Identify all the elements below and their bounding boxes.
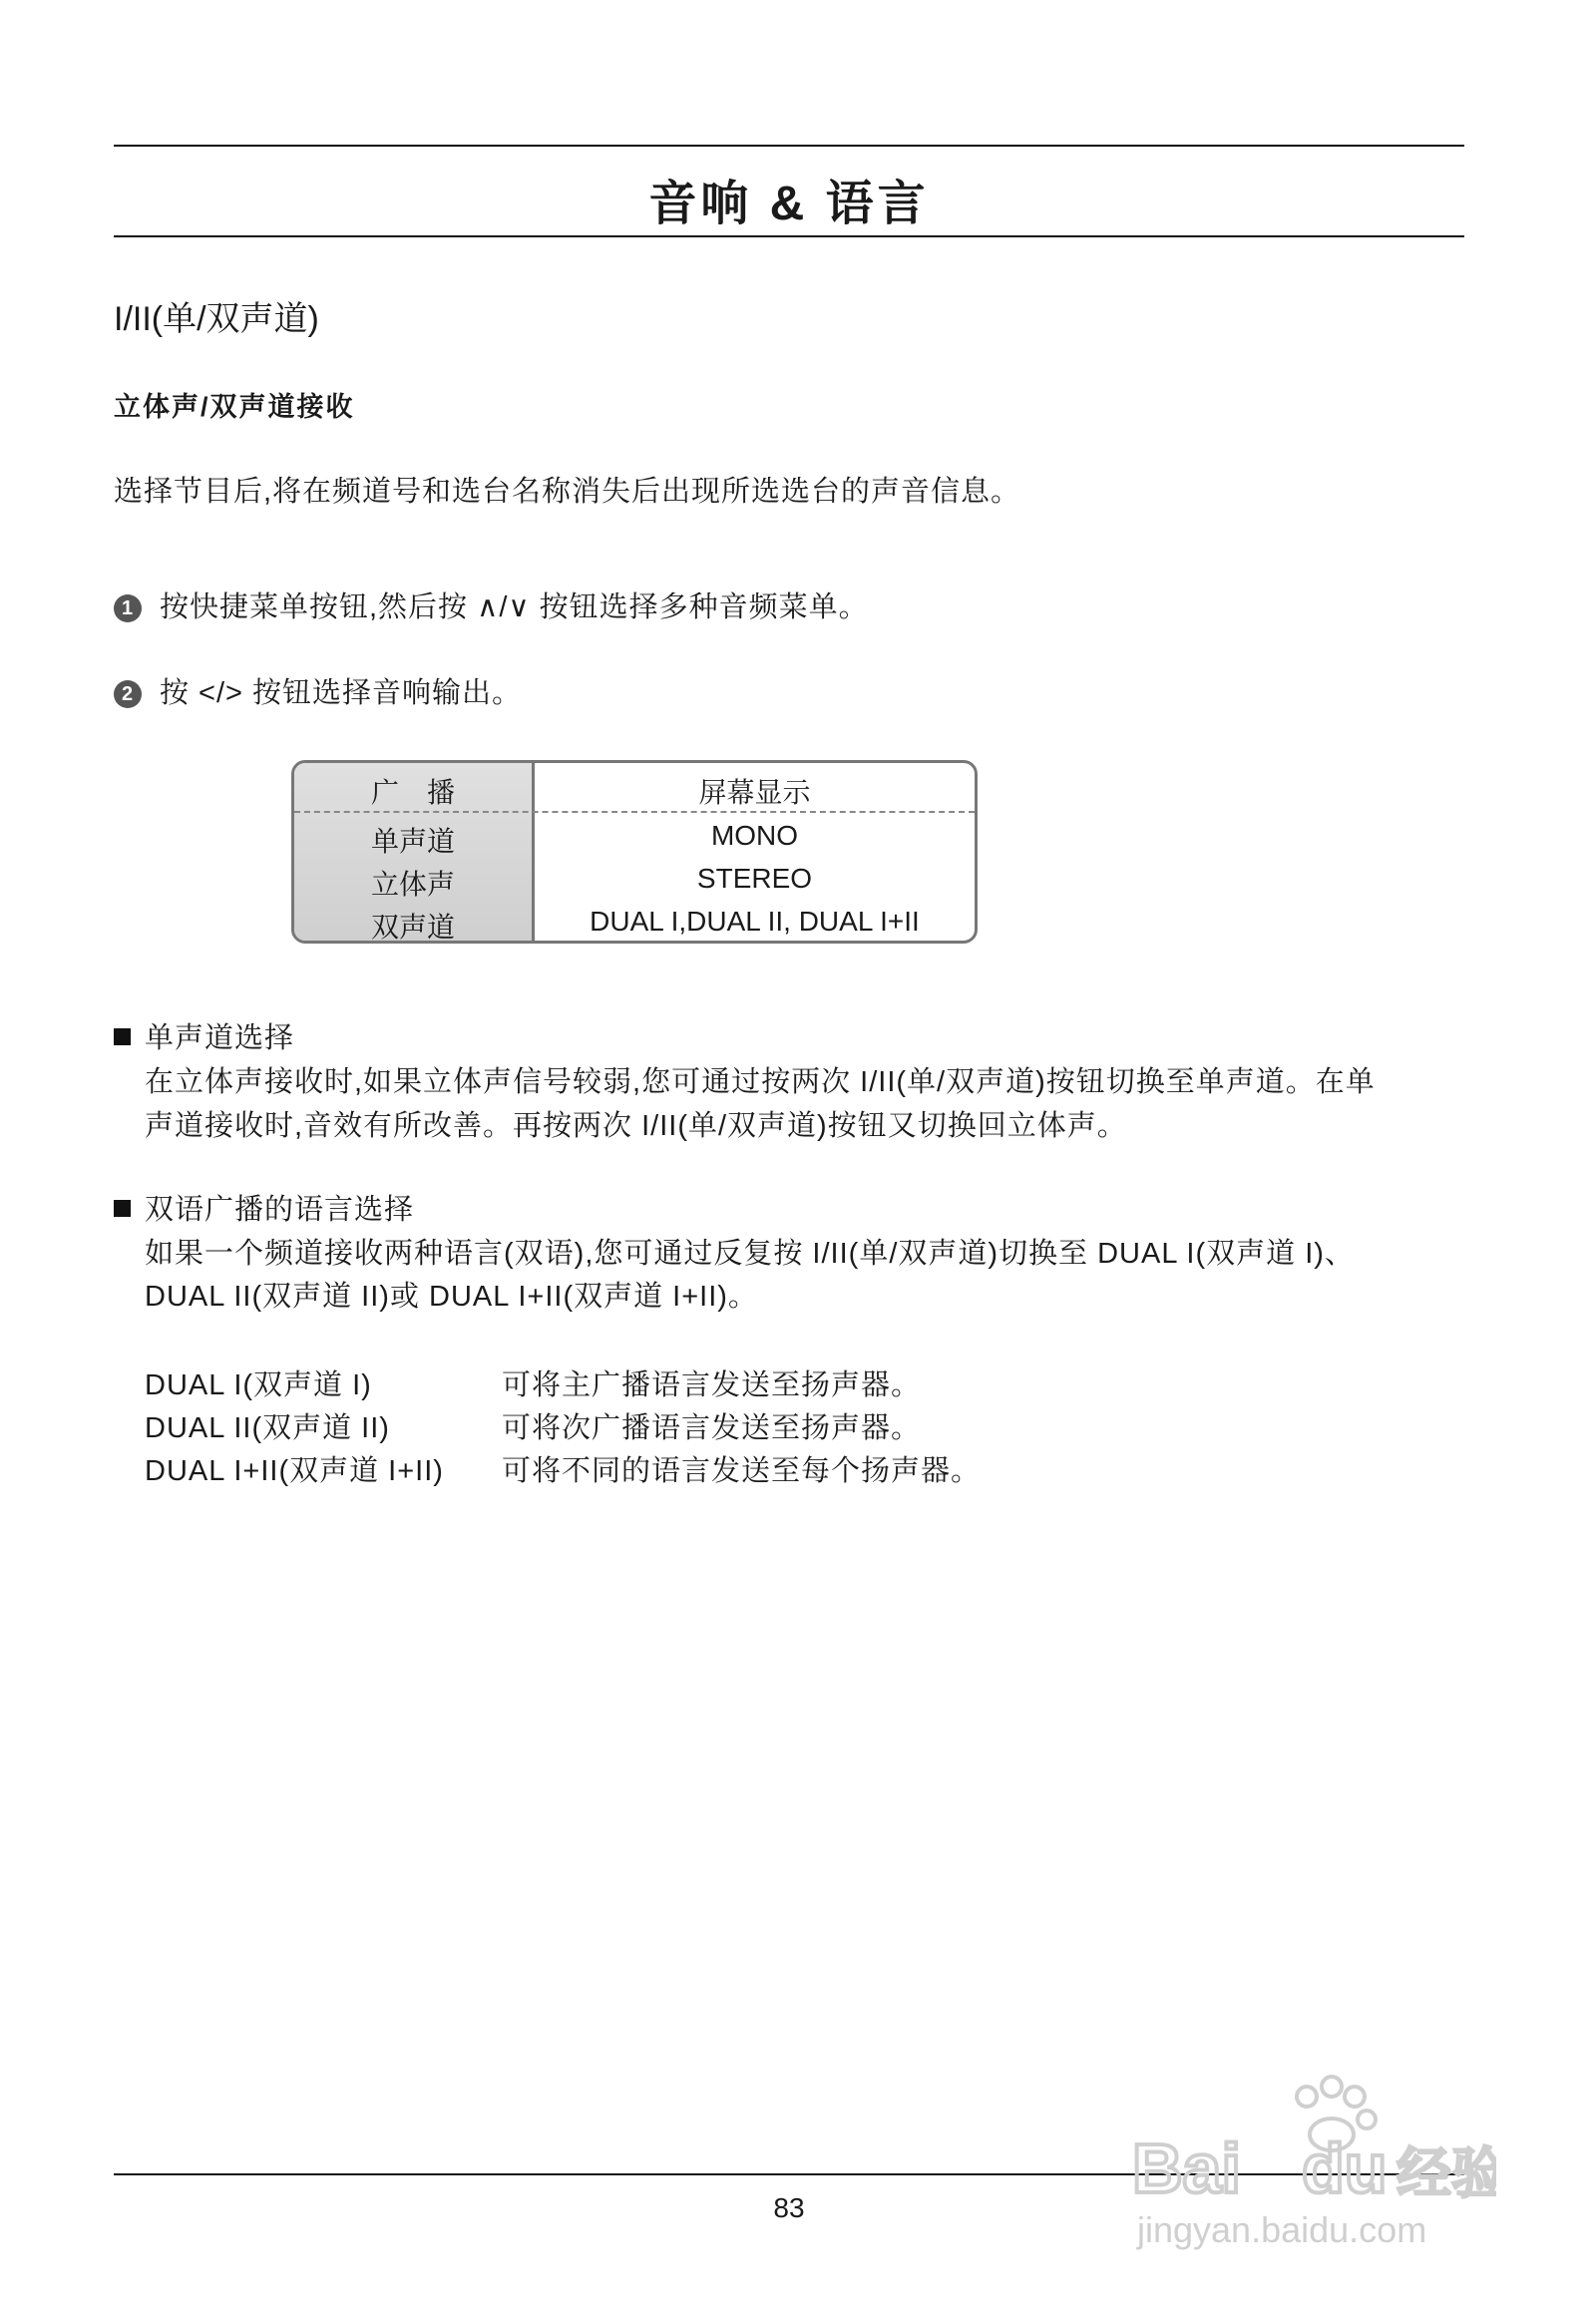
step-text: 按快捷菜单按钮,然后按 ∧/∨ 按钮选择多种音频菜单。 (160, 591, 869, 623)
dual-mode-desc: 可将不同的语言发送至每个扬声器。 (502, 1455, 982, 1487)
table-cell: STEREO (696, 863, 813, 894)
audio-output-table (291, 760, 978, 944)
bullet-mono-title (114, 1015, 294, 1056)
page-number: 83 (773, 2192, 805, 2223)
header-display: 屏幕显示 (698, 777, 811, 808)
step-2 (114, 670, 522, 711)
top-rule (114, 145, 1464, 147)
table-cell: MONO (710, 820, 799, 851)
title-rule (114, 235, 1464, 237)
bullet-text: 如果一个频道接收两种语言(双语),您可通过反复按 I/II(单/双声道)切换至 DUAL I(双声道 I)、 (145, 1238, 1355, 1270)
table-cell: 双声道 (370, 912, 455, 943)
header-divider (294, 811, 975, 813)
table-cell: 立体声 (370, 869, 455, 900)
bullet-bilingual-title (114, 1187, 414, 1228)
bullet-title: 双语广播的语言选择 (145, 1194, 415, 1226)
header-broadcast: 广 播 (370, 777, 455, 808)
dual-mode-label: DUAL II(双声道 II) (145, 1412, 390, 1444)
square-bullet-icon (114, 1200, 131, 1217)
bullet-text: 声道接收时,音效有所改善。再按两次 I/II(单/双声道)按钮又切换回立体声。 (145, 1110, 1127, 1142)
paw-logo-icon (1127, 2075, 1496, 2254)
svg-text:经验: 经验 (1396, 2141, 1496, 2205)
svg-text:du: du (1302, 2130, 1388, 2207)
svg-text:Bai: Bai (1132, 2130, 1241, 2207)
step-number-icon: 1 (114, 594, 142, 622)
intro-text: 选择节目后,将在频道号和选台名称消失后出现所选选台的声音信息。 (114, 476, 1021, 508)
section-title: I/II(单/双声道) (114, 300, 319, 338)
step-1 (114, 584, 869, 625)
step-number-icon: 2 (114, 680, 142, 708)
square-bullet-icon (114, 1028, 131, 1045)
page-title: 音响 & 语言 (648, 178, 930, 230)
bullet-title: 单声道选择 (145, 1022, 295, 1054)
dual-mode-desc: 可将主广播语言发送至扬声器。 (502, 1369, 922, 1401)
table-cell: DUAL I,DUAL II, DUAL I+II (590, 906, 920, 937)
dual-mode-desc: 可将次广播语言发送至扬声器。 (502, 1412, 922, 1444)
baidu-watermark (1127, 2075, 1496, 2254)
dual-mode-label: DUAL I(双声道 I) (145, 1369, 372, 1401)
subsection-title: 立体声/双声道接收 (114, 392, 355, 422)
table-cell: 单声道 (370, 826, 455, 857)
step-text: 按 </> 按钮选择音响输出。 (160, 677, 523, 709)
bullet-text: DUAL II(双声道 II)或 DUAL I+II(双声道 I+II)。 (145, 1281, 758, 1313)
svg-text:jingyan.baidu.com: jingyan.baidu.com (1137, 2209, 1427, 2250)
dual-mode-label: DUAL I+II(双声道 I+II) (145, 1455, 444, 1487)
bullet-text: 在立体声接收时,如果立体声信号较弱,您可通过按两次 I/II(单/双声道)按钮切换至单声道。在单 (145, 1066, 1376, 1098)
